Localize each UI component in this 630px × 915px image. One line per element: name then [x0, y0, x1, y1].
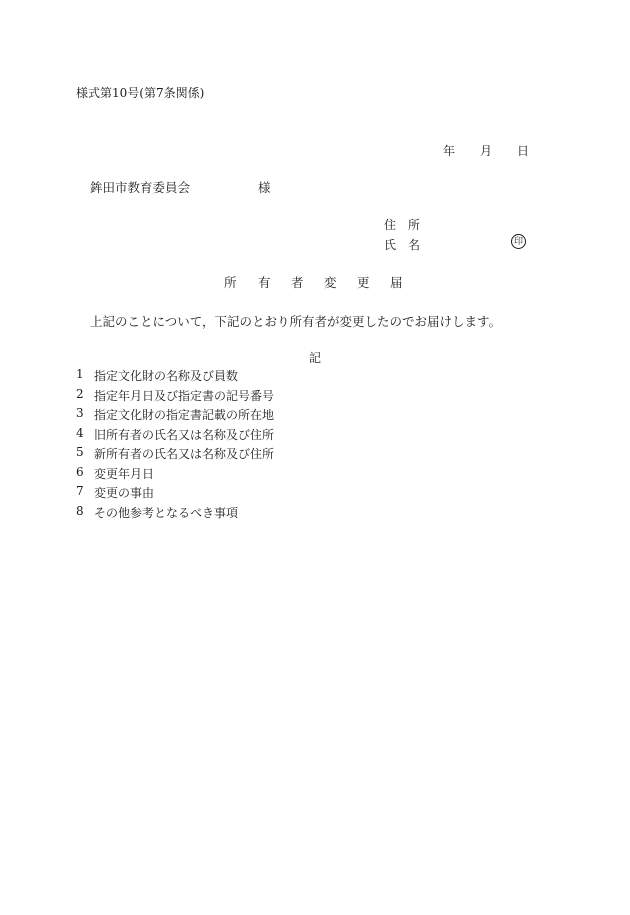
ki-heading: 記 — [309, 351, 322, 365]
item-text: 変更の事由 — [94, 486, 155, 500]
title-char: 届 — [390, 275, 403, 290]
seal-mark: 印 — [511, 234, 526, 249]
title-char: 有 — [258, 275, 271, 290]
item-text: 指定文化財の名称及び員数 — [94, 369, 239, 383]
item-number: 5 — [76, 445, 84, 459]
body-text: 上記のことについて，下記のとおり所有者が変更したのでお届けします。 — [90, 314, 502, 329]
item-text: 指定文化財の指定書記載の所在地 — [94, 408, 275, 422]
name-label-first: 氏 — [384, 238, 397, 252]
item-number: 1 — [76, 367, 84, 381]
item-number: 3 — [76, 406, 84, 420]
item-text: その他参考となるべき事項 — [94, 505, 239, 520]
item-text: 旧所有者の氏名又は名称及び住所 — [94, 427, 275, 442]
item-number: 7 — [76, 484, 84, 498]
item-text: 指定年月日及び指定書の記号番号 — [94, 388, 275, 403]
addressee — [90, 178, 271, 196]
item-number: 2 — [76, 386, 84, 401]
addressee-name: 鉾田市教育委員会 — [90, 180, 191, 195]
title-char: 者 — [291, 275, 304, 290]
date-year-label: 年 — [443, 144, 456, 158]
item-number: 6 — [76, 464, 84, 479]
item-text: 新所有者の氏名又は名称及び住所 — [94, 447, 275, 461]
title-char: 変 — [324, 275, 337, 290]
item-text: 変更年月日 — [94, 466, 155, 481]
title-char: 更 — [357, 275, 370, 290]
item-number: 8 — [76, 503, 84, 518]
addressee-honorific: 様 — [258, 180, 271, 195]
name-label-second: 名 — [408, 238, 421, 252]
date-month-label: 月 — [480, 144, 493, 158]
title-char: 所 — [224, 275, 237, 290]
item-number: 4 — [76, 425, 84, 440]
date-day-label: 日 — [517, 144, 530, 158]
form-number: 様式第10号(第7条関係) — [76, 86, 205, 100]
address-label-second: 所 — [408, 218, 421, 232]
address-label-first: 住 — [384, 218, 397, 232]
